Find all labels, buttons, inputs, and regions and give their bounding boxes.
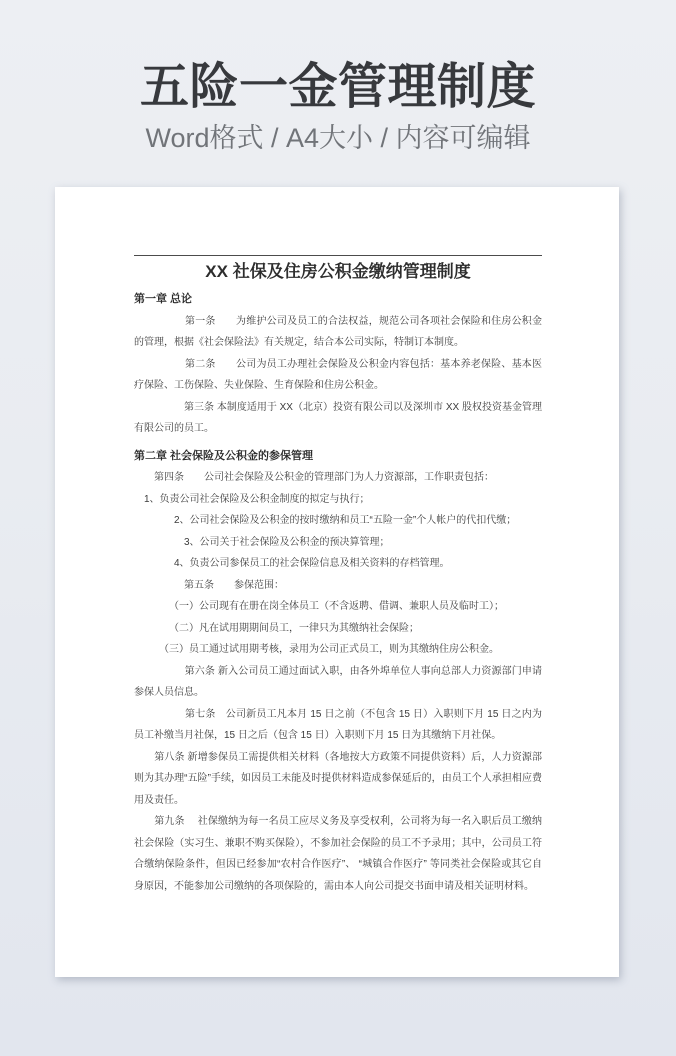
paragraph: 第九条 社保缴纳为每一名员工应尽义务及享受权利，公司将为每一名入职后员工缴纳社会保险（实习生、兼职不购买保险），不参加社会保险的员工不予录用；其中，公司员工符合缴纳保险条件，但因已经参加“农村合作医疗”、 “城镇合作医疗” 等同类社会保险或其它自身原因，不能参加公司缴纳的各项保险的，需由本人向公司提交书面申请及相关证明材料。	[134, 816, 542, 892]
template-title: 五险一金管理制度	[139, 60, 536, 114]
paragraph: （二）凡在试用期期间员工，一律只为其缴纳社会保险；	[134, 622, 419, 634]
paragraph: （三）员工通过试用期考核，录用为公司正式员工，则为其缴纳住房公积金。	[134, 644, 499, 655]
chapter-heading: 第二章 社会保险及公积金的参保管理	[134, 449, 314, 462]
document-page	[55, 187, 619, 977]
document-title: XX 社保及住房公积金缴纳管理制度	[205, 262, 471, 281]
preview-header	[0, 0, 676, 153]
paragraph: 1、负责公司社会保险及公积金制度的拟定与执行；	[134, 493, 370, 505]
paragraph: 4、负责公司参保员工的社会保险信息及相关资料的存档管理。	[134, 558, 450, 569]
paragraph: 第八条 新增参保员工需提供相关材料（各地按大方政策不同提供资料）后，人力资源部则为其办理“五险”手续，如因员工未能及时提供材料造成参保延后的，由员工个人承担相应费用及责任。	[134, 751, 542, 806]
chapter-heading: 第一章 总论	[134, 293, 193, 305]
paragraph: 第五条 参保范围：	[134, 579, 284, 591]
document-body	[134, 289, 542, 897]
paragraph: 第一条 为维护公司及员工的合法权益，规范公司各项社会保险和住房公积金的管理，根据《社会保险法》有关规定，结合本公司实际，特制订本制度。	[134, 315, 542, 348]
document-top-rule	[134, 255, 542, 256]
paragraph: 3、公司关于社会保险及公积金的预决算管理；	[134, 536, 390, 548]
paragraph: 第七条 公司新员工凡本月 15 日之前（不包含 15 日）入职则下月 15 日之内为员工补缴当月社保，15 日之后（包含 15 日）入职则下月 15 日为其缴纳下月社保。	[134, 708, 542, 741]
paragraph: 第三条 本制度适用于 XX（北京）投资有限公司以及深圳市 XX 股权投资基金管理有限公司的员工。	[134, 401, 542, 434]
template-subtitle: Word格式 / A4大小 / 内容可编辑	[145, 123, 531, 153]
paragraph: 第六条 新入公司员工通过面试入职，由各外埠单位人事向总部人力资源部门申请参保人员信息。	[134, 665, 542, 698]
paragraph: 2、公司社会保险及公积金的按时缴纳和员工“五险一金”个人帐户的代扣代缴；	[134, 515, 517, 526]
paragraph: （一）公司现有在册在岗全体员工（不含返聘、借调、兼职人员及临时工）；	[134, 601, 504, 612]
paragraph: 第四条 公司社会保险及公积金的管理部门为人力资源部，工作职责包括：	[134, 472, 494, 483]
paragraph: 第二条 公司为员工办理社会保险及公积金内容包括：基本养老保险、基本医疗保险、工伤保险、失业保险、生育保险和住房公积金。	[134, 358, 542, 391]
